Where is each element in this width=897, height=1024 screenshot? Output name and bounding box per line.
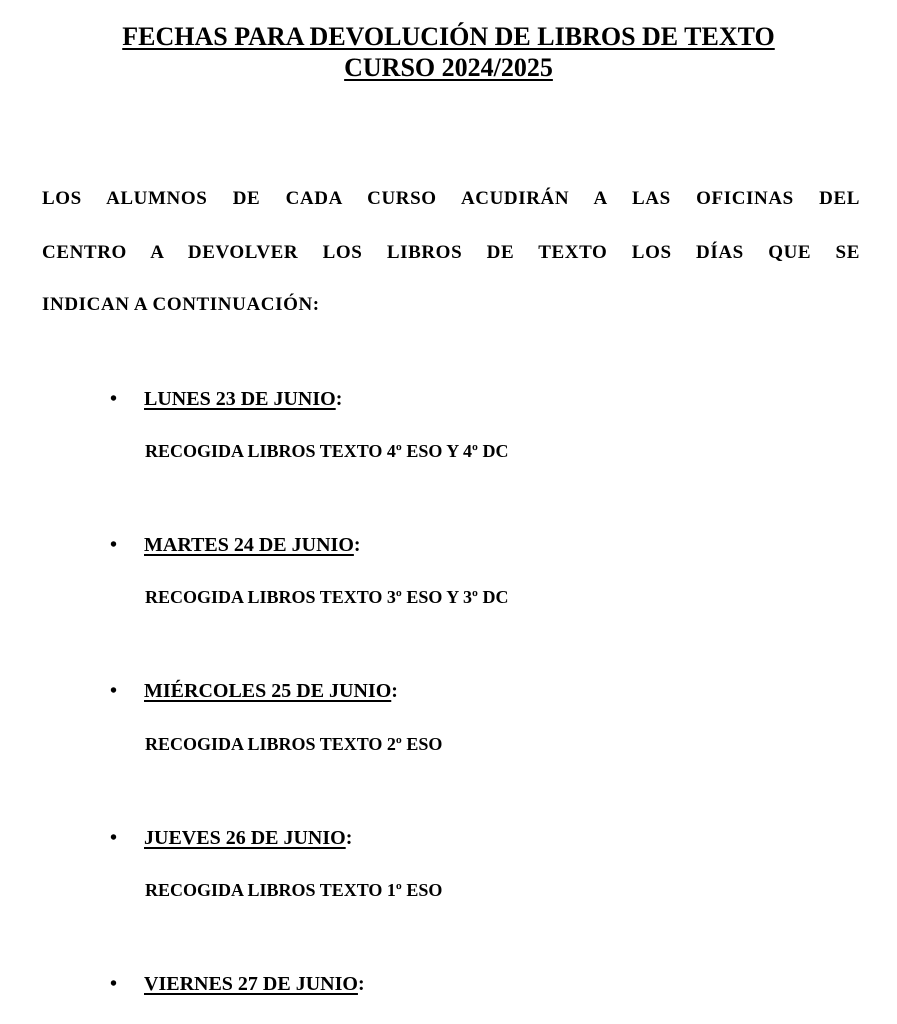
intro-line-3: INDICAN A CONTINUACIÓN: (42, 294, 320, 315)
title-line-2: CURSO 2024/2025 (344, 53, 553, 82)
schedule-item-tuesday (110, 532, 361, 558)
bullet-icon: • (110, 534, 118, 556)
schedule-colon: : (353, 534, 361, 556)
schedule-item-wednesday (110, 678, 398, 704)
schedule-colon: : (335, 388, 343, 410)
document-subtitle (0, 53, 897, 83)
schedule-detail-monday: RECOGIDA LIBROS TEXTO 4º ESO Y 4º DC (145, 441, 509, 461)
schedule-detail-tuesday: RECOGIDA LIBROS TEXTO 3º ESO Y 3º DC (145, 587, 509, 607)
schedule-day: VIERNES 27 DE JUNIO (144, 973, 358, 995)
bullet-icon: • (110, 680, 118, 702)
bullet-icon: • (110, 827, 118, 849)
schedule-day: LUNES 23 DE JUNIO (144, 388, 336, 410)
schedule-day: JUEVES 26 DE JUNIO (144, 827, 346, 849)
title-line-1: FECHAS PARA DEVOLUCIÓN DE LIBROS DE TEXTO (122, 22, 775, 51)
schedule-colon: : (345, 827, 353, 849)
intro-line-2: CENTRO A DEVOLVER LOS LIBROS DE TEXTO LOS DÍAS QUE SE (42, 242, 860, 263)
document-title (0, 22, 897, 52)
bullet-icon: • (110, 973, 118, 995)
schedule-detail-wednesday: RECOGIDA LIBROS TEXTO 2º ESO (145, 734, 443, 754)
schedule-detail-thursday: RECOGIDA LIBROS TEXTO 1º ESO (145, 880, 443, 900)
schedule-colon: : (391, 680, 398, 702)
intro-line-1: LOS ALUMNOS DE CADA CURSO ACUDIRÁN A LAS OFICINAS DEL (42, 188, 860, 209)
schedule-item-friday (110, 971, 365, 997)
bullet-icon: • (110, 388, 118, 410)
schedule-colon: : (357, 973, 365, 995)
schedule-day: MIÉRCOLES 25 DE JUNIO (144, 680, 392, 702)
schedule-item-thursday (110, 825, 352, 851)
schedule-item-monday (110, 386, 342, 412)
schedule-day: MARTES 24 DE JUNIO (144, 534, 354, 556)
